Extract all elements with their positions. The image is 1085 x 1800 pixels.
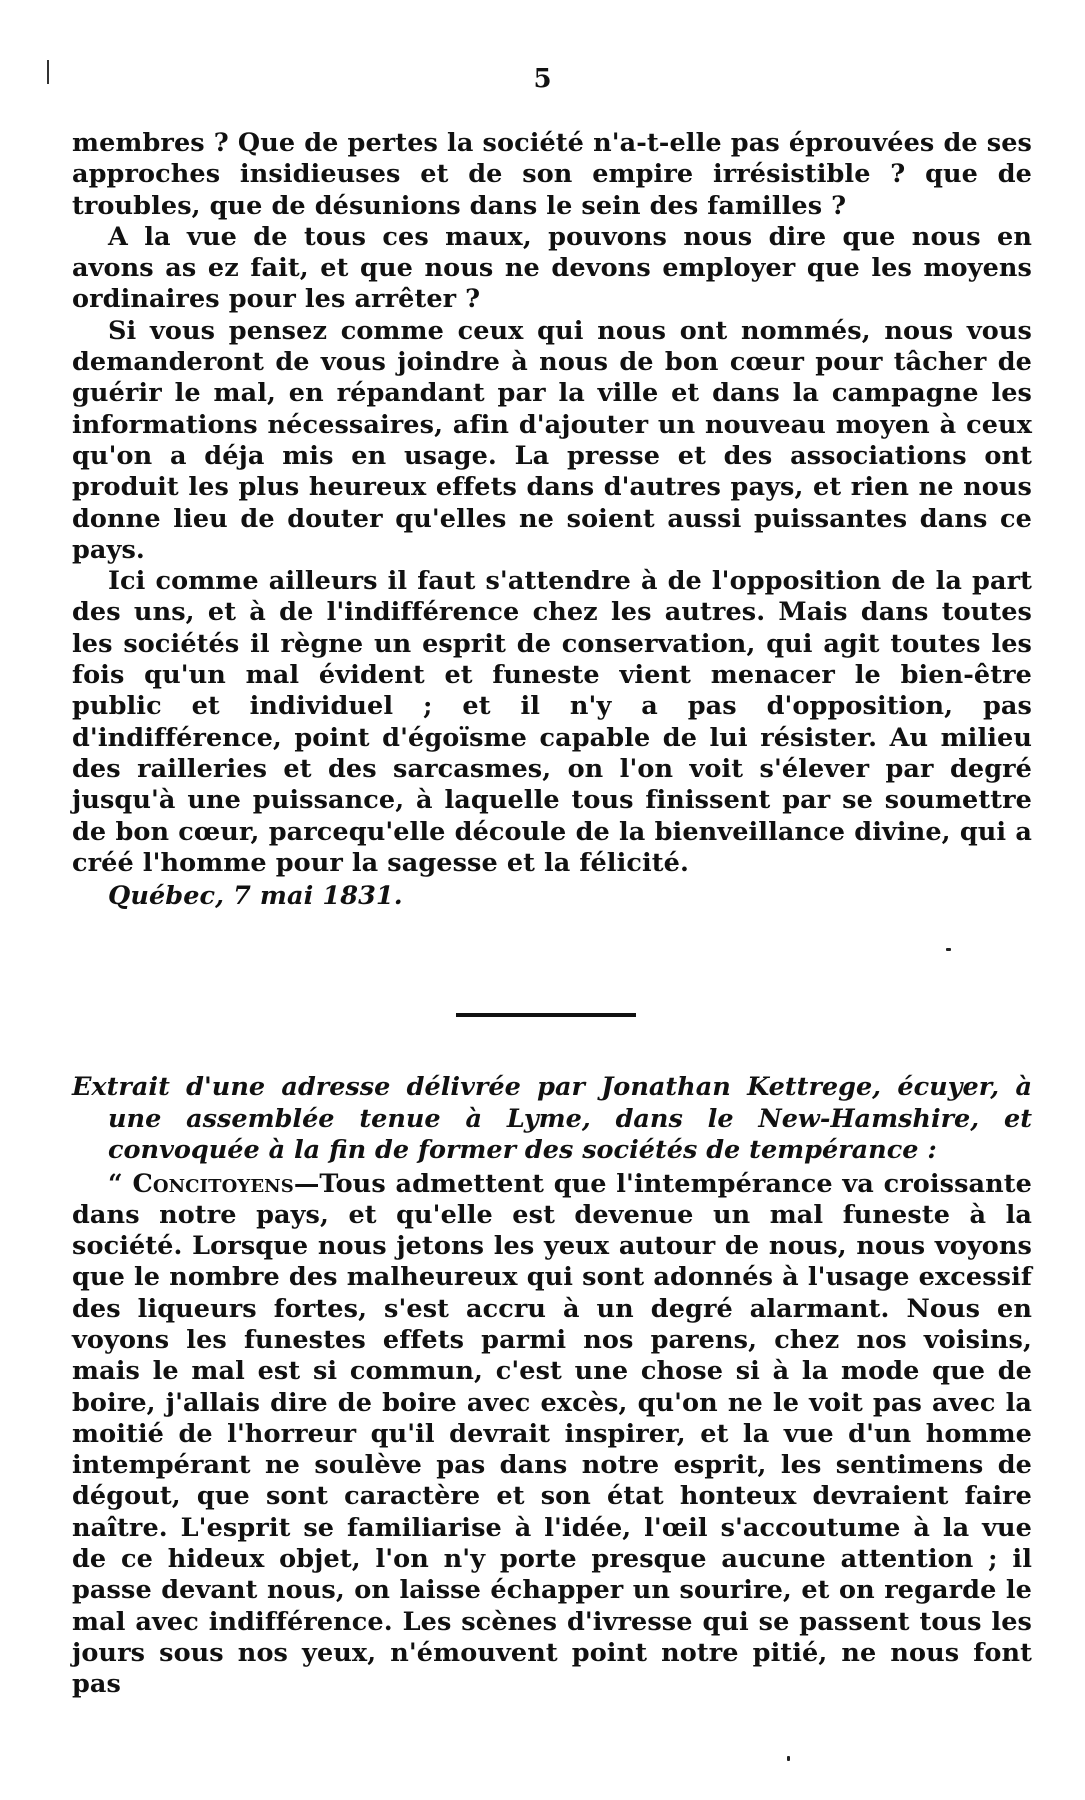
paragraph-3: Si vous pensez comme ceux qui nous ont nommés, nous vous demanderont de vous joindre à nous de bon cœur pour tâcher de guérir le mal, en répandant par la ville et dans la campagne les informations nécessaires, afin d'ajouter un nouveau moyen à ceux qu'on a déja mis en usage. La presse et des associations ont produit les plus heureux effets dans d'autres pays, et rien ne nous donne lieu de douter qu'elles ne soient aussi puissantes dans ce pays. [72, 315, 1032, 565]
address-salutation: “ Concitoyens— [108, 1168, 320, 1199]
paragraph-4: Ici comme ailleurs il faut s'attendre à de l'opposition de la part des uns, et à de l'indifférence chez les autres. Mais dans toutes les sociétés il règne un esprit de conservation, qui agit toutes les fois qu'un mal évident et funeste vient menacer le bien-être public et individuel ; et il n'y a pas d'opposition, pas d'indifférence, point d'égoïsme capable de lui résister. Au milieu des railleries et des sarcasmes, on l'on voit s'élever par degré jusqu'à une puissance, à laquelle tous finissent par se soumettre de bon cœur, parcequ'elle découle de la bienveillance divine, qui a créé l'homme pour la sagesse et la félicité. [72, 566, 1032, 878]
address-paragraph [72, 1169, 1032, 1701]
ink-speck [946, 948, 951, 951]
upper-text-block [72, 128, 1032, 912]
extract-block [72, 1072, 1032, 1701]
ink-speck-bottom [787, 1756, 790, 1761]
section-divider [456, 1013, 636, 1017]
paragraph-1: membres ? Que de pertes la société n'a-t-elle pas éprouvées de ses approches insidieuses et de son empire irrésistible ? que de troubles, que de désunions dans le sein des familles ? [72, 128, 1032, 221]
extract-heading: Extrait d'une adresse délivrée par Jonathan Kettrege, écuyer, à une assemblée tenue à Lyme, dans le New-Hamshire, et convoquée à la fin de former des sociétés de tempérance : [72, 1072, 1032, 1165]
paragraph-2: A la vue de tous ces maux, pouvons nous dire que nous en avons as ez fait, et que nous ne devons employer que les moyens ordinaires pour les arrêter ? [72, 221, 1032, 315]
page-number: 5 [533, 64, 552, 94]
address-text: Tous admettent que l'intempérance va croissante dans notre pays, et qu'elle est devenue un mal funeste à la société. Lorsque nous jetons les yeux autour de nous, nous voyons que le nombre des malheureux qui sont adonnés à l'usage excessif des liqueurs fortes, s'est accru à un degré alarmant. Nous en voyons les funestes effets parmi nos parens, chez nos voisins, mais le mal est si commun, c'est une chose si à la mode que de boire, j'allais dire de boire avec excès, qu'on ne le voit pas avec la moitié de l'horreur qu'il devrait inspirer, et la vue d'un homme intempérant ne soulève pas dans notre esprit, les sentimens de dégout, que sont caractère et son état honteux devraient faire naître. L'esprit se familiarise à l'idée, l'œil s'accoutume à la vue de ce hideux objet, l'on n'y porte presque aucune attention ; il passe devant nous, on laisse échapper un sourire, et on regarde le mal avec indifférence. Les scènes d'ivresse qui se passent tous les jours sous nos yeux, n'émouvent point notre pitié, ne nous font pas [72, 1168, 1032, 1700]
dateline: Québec, 7 mai 1831. [108, 881, 403, 912]
